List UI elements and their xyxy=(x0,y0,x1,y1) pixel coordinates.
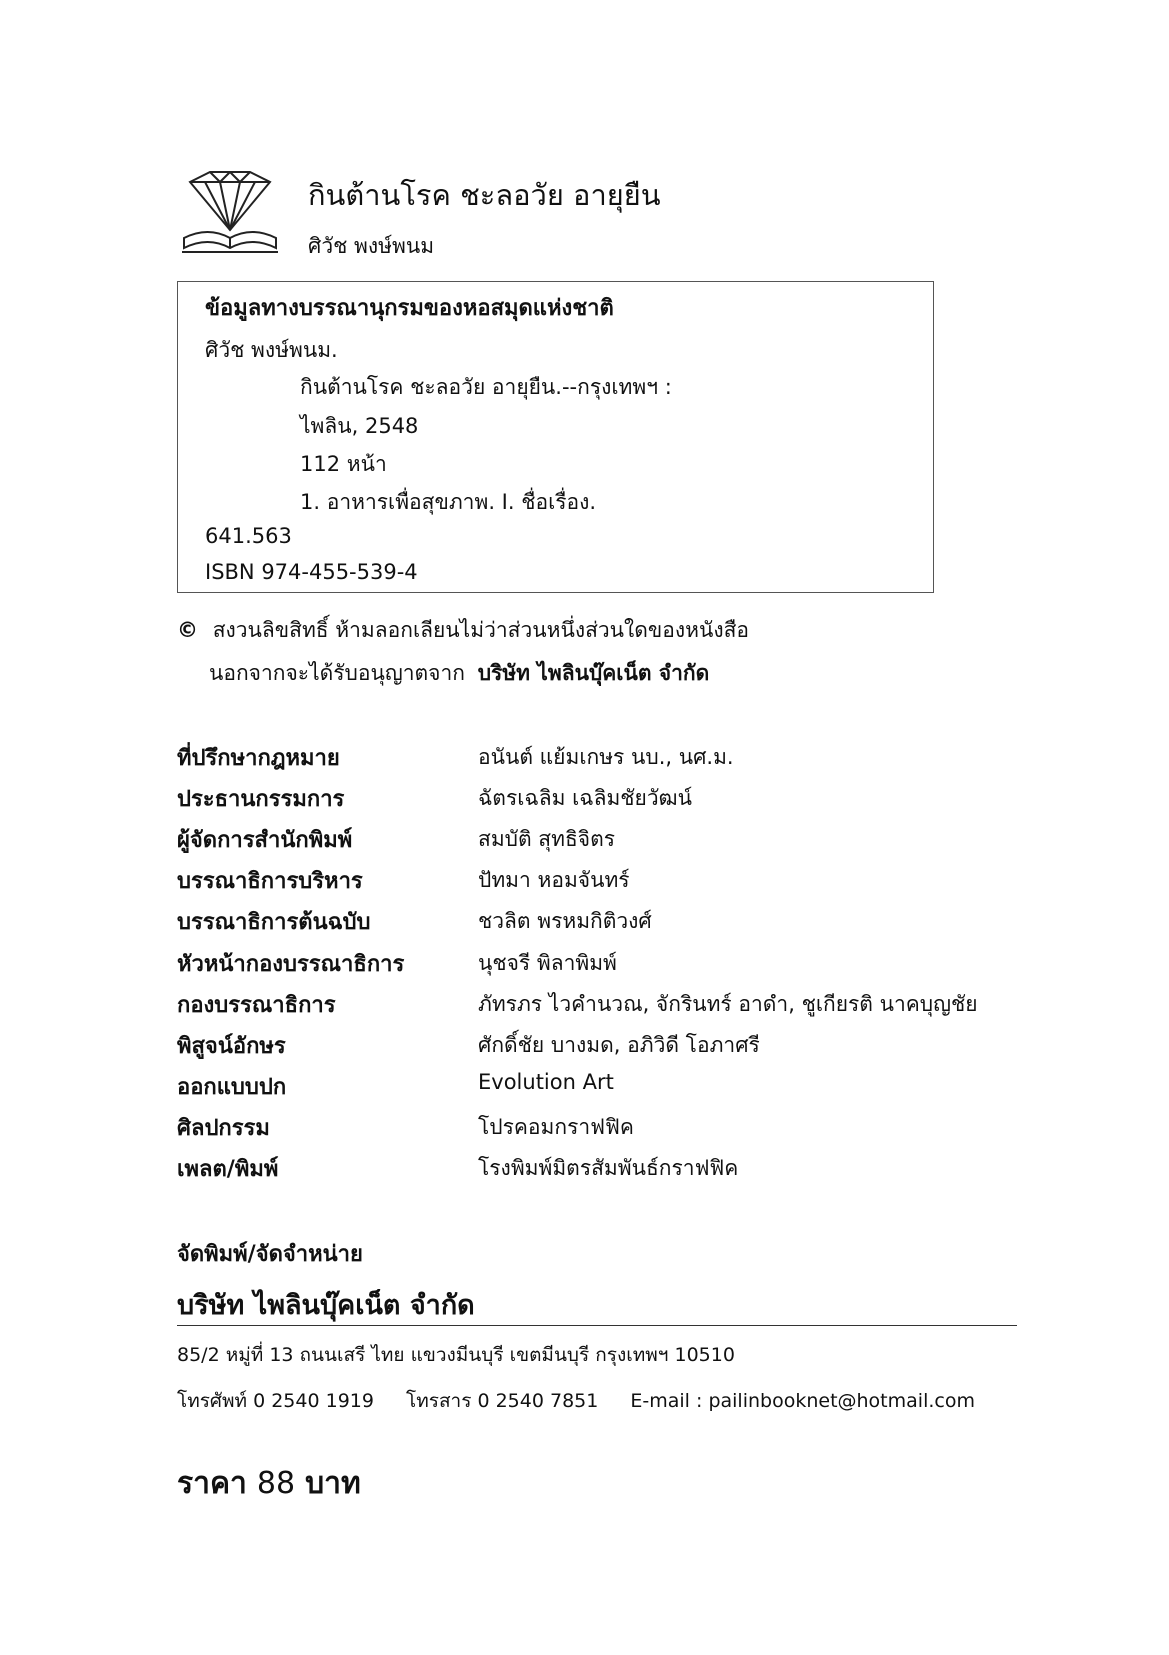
credit-name-editorial-team: ภัทรภร ไวคำนวณ, จักรินทร์ อาดำ, ชูเกียรติ นาคบุญชัย xyxy=(478,992,978,1016)
credit-name-cover-design: Evolution Art xyxy=(478,1070,614,1094)
copyright-symbol: © xyxy=(177,618,198,642)
credit-role-editor-in-chief: หัวหน้ากองบรรณาธิการ xyxy=(177,952,405,977)
credit-name-editor-in-chief: นุชจรี พิลาพิมพ์ xyxy=(478,951,617,975)
publisher-email: E-mail : pailinbooknet@hotmail.com xyxy=(630,1390,975,1412)
credit-role-manuscript-editor: บรรณาธิการต้นฉบับ xyxy=(177,910,371,935)
credit-name-executive-editor: ปัทมา หอมจันทร์ xyxy=(478,868,630,892)
publisher-fax: โทรสาร 0 2540 7851 xyxy=(406,1390,599,1412)
publisher-name: บริษัท ไพลินบุ๊คเน็ต จำกัด xyxy=(177,1290,475,1321)
copyright-permission-text: นอกจากจะได้รับอนุญาตจาก xyxy=(209,661,465,685)
book-title: กินต้านโรค ชะลอวัย อายุยืน xyxy=(308,178,661,212)
cataloging-heading: ข้อมูลทางบรรณานุกรมของหอสมุดแห่งชาติ xyxy=(205,296,614,321)
credit-name-plate-print: โรงพิมพ์มิตรสัมพันธ์กราฟฟิค xyxy=(478,1156,739,1180)
cataloging-author: ศิวัช พงษ์พนม. xyxy=(205,338,338,362)
price-currency: บาท xyxy=(305,1466,361,1501)
copyright-line-1 xyxy=(177,614,749,647)
cataloging-publisher-line: ไพลิน, 2548 xyxy=(300,414,419,438)
cataloging-subject-line: 1. อาหารเพื่อสุขภาพ. I. ชื่อเรื่อง. xyxy=(300,490,597,514)
publisher-logo xyxy=(180,168,280,256)
credit-role-cover-design: ออกแบบปก xyxy=(177,1075,287,1100)
credit-role-legal-advisor: ที่ปรึกษากฎหมาย xyxy=(177,746,340,771)
cataloging-isbn: ISBN 974-455-539-4 xyxy=(205,560,418,584)
credit-name-legal-advisor: อนันต์ แย้มเกษร นบ., นศ.ม. xyxy=(478,745,734,769)
publisher-address: 85/2 หมู่ที่ 13 ถนนเสรี ไทย แขวงมีนบุรี เขตมีนบุรี กรุงเทพฯ 10510 xyxy=(177,1344,735,1366)
copyright-text: สงวนลิขสิทธิ์ ห้ามลอกเลียนไม่ว่าส่วนหนึ่งส่วนใดของหนังสือ xyxy=(212,618,750,642)
credit-name-proofreader: ศักดิ์ชัย บางมด, อภิวิดี โอภาศรี xyxy=(478,1033,760,1057)
price-label: ราคา xyxy=(177,1466,247,1501)
price-amount: 88 xyxy=(256,1466,296,1501)
copyright-line-2 xyxy=(209,657,709,690)
credit-role-chairman: ประธานกรรมการ xyxy=(177,787,345,812)
publisher-contact xyxy=(177,1386,1001,1416)
publisher-phone: โทรศัพท์ 0 2540 1919 xyxy=(177,1390,374,1412)
diamond-book-icon xyxy=(180,168,280,256)
credit-name-artwork: โปรคอมกราฟฟิค xyxy=(478,1115,634,1139)
copyright-company: บริษัท ไพลินบุ๊คเน็ต จำกัด xyxy=(477,661,710,685)
publisher-divider xyxy=(177,1325,1017,1326)
credit-name-manuscript-editor: ชวลิต พรหมกิติวงศ์ xyxy=(478,909,652,933)
credit-role-proofreader: พิสูจน์อักษร xyxy=(177,1034,286,1059)
credit-name-publishing-manager: สมบัติ สุทธิจิตร xyxy=(478,827,616,851)
cataloging-pages-line: 112 หน้า xyxy=(300,452,387,476)
cataloging-classification: 641.563 xyxy=(205,524,292,548)
credit-role-editorial-team: กองบรรณาธิการ xyxy=(177,993,336,1018)
publisher-label: จัดพิมพ์/จัดจำหน่าย xyxy=(177,1242,363,1267)
cataloging-title-line: กินต้านโรค ชะลอวัย อายุยืน.--กรุงเทพฯ : xyxy=(300,375,672,399)
book-author: ศิวัช พงษ์พนม xyxy=(308,234,435,258)
price xyxy=(177,1460,361,1507)
credit-role-publishing-manager: ผู้จัดการสำนักพิมพ์ xyxy=(177,828,353,853)
credit-name-chairman: ฉัตรเฉลิม เฉลิมชัยวัฒน์ xyxy=(478,786,692,810)
credit-role-plate-print: เพลต/พิมพ์ xyxy=(177,1157,279,1182)
credit-role-artwork: ศิลปกรรม xyxy=(177,1116,270,1141)
credit-role-executive-editor: บรรณาธิการบริหาร xyxy=(177,869,363,894)
